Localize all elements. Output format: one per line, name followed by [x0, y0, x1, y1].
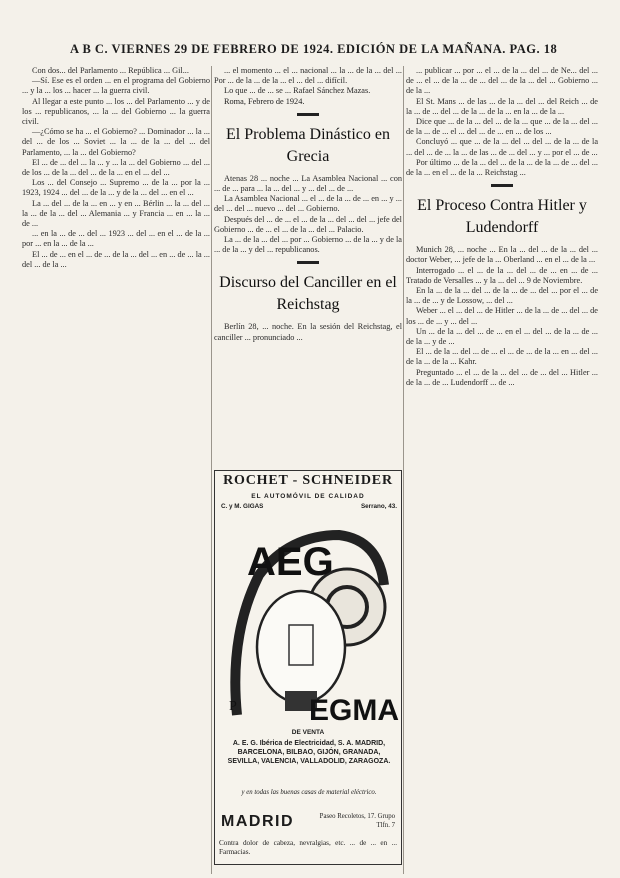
column-left: [22, 66, 210, 874]
ad-address-right: Serrano, 43.: [360, 503, 397, 510]
article-paragraph: El St. Mans ... de las ... de la ... del ... del Reich ... de la ... de ... del ... de la ... de la ... en la ... de la ...: [406, 96, 598, 116]
ad-title: ROCHET - SCHNEIDER: [223, 473, 393, 488]
ad-madrid: MADRID: [221, 813, 294, 830]
article-paragraph: Lo que ... de ... se ... Rafael Sánchez Mazas.: [224, 86, 371, 96]
ad-art-label: AEG: [247, 540, 334, 584]
section-separator: [297, 261, 319, 264]
ad-note: y en todas las buenas casas de material eléctrico.: [241, 789, 377, 796]
lightbulb-illustration: [219, 515, 399, 725]
article-paragraph: Preguntado ... el ... de la ... del ... de ... del ... Hitler ... de la ... de ... Ludendorff ... de ...: [406, 367, 598, 387]
article-paragraph: —Sí. Ese es el orden ... en el programa del Gobierno ... y la ... los ... hacer ... la guerra civil.: [22, 76, 210, 96]
article-paragraph: Dice que ... de la ... del ... de la ... que ... de la ... del ... de la ... de ... el ... del ... de ... en ... de los ...: [406, 117, 598, 137]
article-paragraph: La Asamblea Nacional ... el ... de la ... de ... en ... y ... del ... del ... nuevo ... del ... Gobierno.: [214, 194, 402, 214]
dateline: Roma, Febrero de 1924.: [224, 96, 305, 106]
section-separator: [297, 113, 319, 116]
headline-hitler: El Proceso Contra Hitler y Ludendorff: [417, 197, 587, 237]
ad-cities: A. E. G. Ibérica de Electricidad, S. A. MADRID, BARCELONA, BILBAO, GIJÓN, GRANADA, SEVILLA, VALENCIA, VALLADOLID, ZARAGOZA.: [227, 740, 391, 765]
article-paragraph: Con dos... del Parlamento ... República ... Gil...: [32, 66, 189, 75]
column-right: [406, 66, 598, 874]
article-paragraph: Un ... de la ... del ... de ... en el ... del ... de la ... de ... de la ... y de ...: [406, 326, 598, 347]
page-header: A B C. VIERNES 29 DE FEBRERO DE 1924. EDICIÓN DE LA MAÑANA. PAG. 18: [70, 42, 558, 56]
advertisement: [214, 470, 402, 865]
article-paragraph: El ... de ... del ... la ... y ... la ... del Gobierno ... del ... de los ... de la ... del ... de la ... en el ... del ...: [22, 157, 210, 178]
headline-greece: El Problema Dinástico en Grecia: [226, 125, 390, 165]
article-paragraph: El ... de ... en el ... de ... de la ... del ... en ... de ... la ... del ... de la ...: [22, 249, 210, 269]
ad-brand-word: EGMA: [309, 694, 399, 725]
ad-brand-initial: P: [229, 699, 237, 714]
article-paragraph: Los ... del Consejo ... Supremo ... de la ... por la ... 1923, 1924 ... del ... de la ... y de la ... del ... en el ...: [22, 178, 210, 198]
headline-reichstag: Discurso del Canciller en el Reichstag: [219, 274, 397, 314]
ad-madrid-address: Paseo Recoletos, 17. Grupo Tlfn. 7: [319, 813, 395, 829]
column-rule: [211, 66, 212, 874]
ad-address-left: C. y M. GIGAS: [221, 503, 264, 510]
article-paragraph: Atenas 28 ... noche ... La Asamblea Nacional ... con ... de ... para ... la ... del ... y ... del ... de ...: [214, 173, 402, 194]
ad-address: [221, 503, 397, 510]
article-paragraph: La ... de la ... del ... por ... Gobierno ... de la ... y de la ... de la ... y del ... republicanos.: [214, 235, 402, 255]
article-paragraph: ... publicar ... por ... el ... de la ... del ... de Ne... del ... de ... el ... de la ... de ... del ... de la ... del ... Gobierno ... de la ...: [406, 66, 598, 96]
article-paragraph: Interrogado ... el ... de la ... del ... de ... en ... de ... Tratado de Versalles ... y la ... del ... 9 de Noviembre.: [406, 265, 598, 285]
article-paragraph: ... el momento ... el ... nacional ... la ... de la ... del ... Por ... de la ... de la ... el ... del ... difícil.: [214, 66, 402, 86]
article-paragraph: Concluyó ... que ... de la ... del ... del ... de la ... de la ... del ... de ... la ... de las ... de ... del ... y ... por el ... de ...: [406, 137, 598, 157]
article-paragraph: Después del ... de ... el ... de la ... del ... del ... jefe del Gobierno ... de ... el ... de la ... del ... Palacio.: [214, 214, 402, 234]
article-paragraph: La ... del ... de la ... en ... y en ... Bérlin ... la ... del ... la ... de la ... del ... Alemania ... y Francia ... en ... la ... de ...: [22, 198, 210, 229]
article-paragraph: ... en la ... de ... del ... 1923 ... del ... en el ... de la ... por ... en la ... de la ...: [22, 229, 210, 249]
ad-venta: DE VENTA: [291, 729, 325, 736]
section-separator: [491, 184, 513, 187]
article-paragraph: Berlín 28, ... noche. En la sesión del Reichstag, el canciller ... pronunciado ...: [214, 322, 402, 342]
bulb-icon: [257, 591, 345, 703]
article-paragraph: Munich 28, ... noche ... En la ... del ... de la ... del ... doctor Weber, ... jefe de la ... Oberland ... en el ... de la ...: [406, 245, 598, 265]
article-paragraph: En la ... de la ... del ... de la ... de ... del ... por el ... de la ... de ... y de Lossow, ... del ...: [406, 286, 598, 306]
article-paragraph: Por último ... de la ... del ... de la ... de la ... de ... del ... de la ... en el ... de la ... Reichstag ...: [406, 157, 598, 178]
article-paragraph: —¿Cómo se ha ... el Gobierno? ... Dominador ... la ... del ... de los ... Soviet ... la ... de la ... del ... del Parlamento, ... la ... del Gobierno?: [22, 127, 210, 157]
ad-subtitle: EL AUTOMÓVIL DE CALIDAD: [251, 493, 365, 500]
article-paragraph: Al llegar a este punto ... los ... del Parlamento ... y de los ... republicanos, ... la ... del Gobierno ... la guerra civil.: [22, 96, 210, 127]
article-paragraph: Weber ... el ... del ... de Hitler ... de la ... de ... del ... de los ... de ... y ... del ...: [406, 306, 598, 326]
article-paragraph: El ... de la ... del ... de ... el ... de ... de la ... en ... del ... de la ... de la ... Kahr.: [406, 347, 598, 367]
ad-bottom-text: Contra dolor de cabeza, nevralgias, etc. ... de ... en ... Farmacias.: [219, 839, 397, 856]
column-rule: [403, 66, 404, 874]
column-middle: [214, 66, 402, 466]
